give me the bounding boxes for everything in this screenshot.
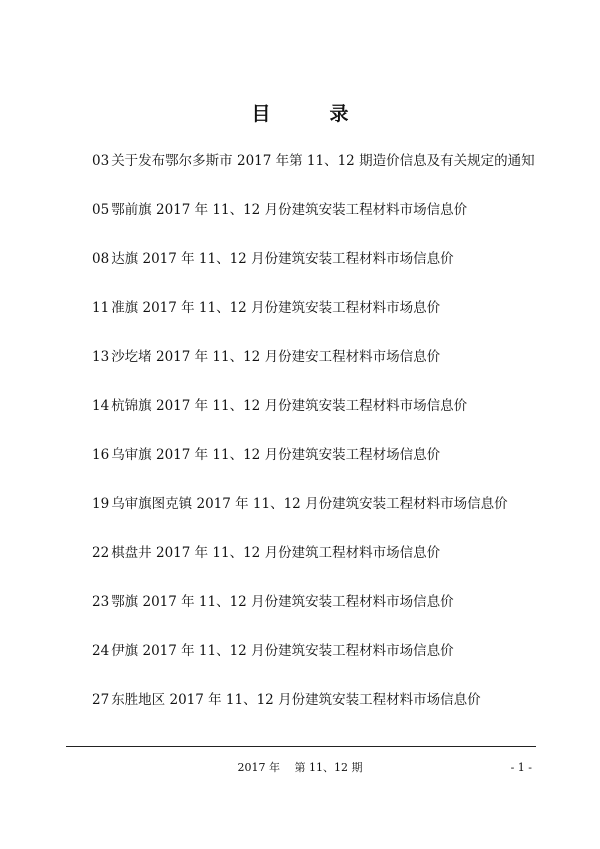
toc-item[interactable] [92,346,552,395]
footer-issue-label: 2017 年 第 11、12 期 [237,761,363,774]
toc-entry-title: 鄂旗 2017 年 11、12 月份建筑安装工程材料市场信息价 [111,594,454,610]
toc-item[interactable] [92,150,552,199]
toc-entry-title: 鄂前旗 2017 年 11、12 月份建筑安装工程材料市场信息价 [111,202,468,218]
toc-page-number: 27 [92,692,110,708]
toc-entry-title: 伊旗 2017 年 11、12 月份建筑安装工程材料市场信息价 [111,643,454,659]
toc-entry-title: 准旗 2017 年 11、12 月份建筑安装工程材料市场息价 [111,300,441,316]
toc-entry-title: 关于发布鄂尔多斯市 2017 年第 11、12 期造价信息及有关规定的通知 [111,153,535,169]
page-title: 目 录 [251,103,369,125]
toc-entry-title: 东胜地区 2017 年 11、12 月份建筑安装工程材料市场信息价 [111,692,481,708]
toc-item[interactable] [92,395,552,444]
toc-page-number: 05 [92,202,110,218]
toc-item[interactable] [92,542,552,591]
toc-entry-title: 乌审旗 2017 年 11、12 月份建筑安装工程材场信息价 [111,447,441,463]
footer-page-number: - 1 - [510,761,532,774]
toc-item[interactable] [92,640,552,689]
toc-page-number: 14 [92,398,110,414]
toc-entry-title: 沙圪堵 2017 年 11、12 月份建安工程材料市场信息价 [111,349,441,365]
toc-entry-title: 乌审旗图克镇 2017 年 11、12 月份建筑安装工程材料市场信息价 [111,496,508,512]
toc-item[interactable] [92,248,552,297]
toc-page-number: 11 [92,300,110,316]
toc-entry-title: 棋盘井 2017 年 11、12 月份建筑工程材料市场信息价 [111,545,441,561]
toc-entry-title: 杭锦旗 2017 年 11、12 月份建筑安装工程材料市场信息价 [111,398,468,414]
toc-item[interactable] [92,444,552,493]
toc-page-number: 03 [92,153,110,169]
toc-item[interactable] [92,689,552,738]
toc-item[interactable] [92,493,552,542]
table-of-contents [92,150,552,738]
toc-page-number: 22 [92,545,110,561]
footer-divider [66,746,536,747]
toc-page-number: 19 [92,496,110,512]
toc-item[interactable] [92,297,552,346]
toc-entry-title: 达旗 2017 年 11、12 月份建筑安装工程材料市场信息价 [111,251,454,267]
toc-item[interactable] [92,199,552,248]
toc-page-number: 16 [92,447,110,463]
toc-page-number: 08 [92,251,110,267]
toc-page-number: 23 [92,594,110,610]
toc-page-number: 24 [92,643,110,659]
toc-page-number: 13 [92,349,110,365]
toc-item[interactable] [92,591,552,640]
